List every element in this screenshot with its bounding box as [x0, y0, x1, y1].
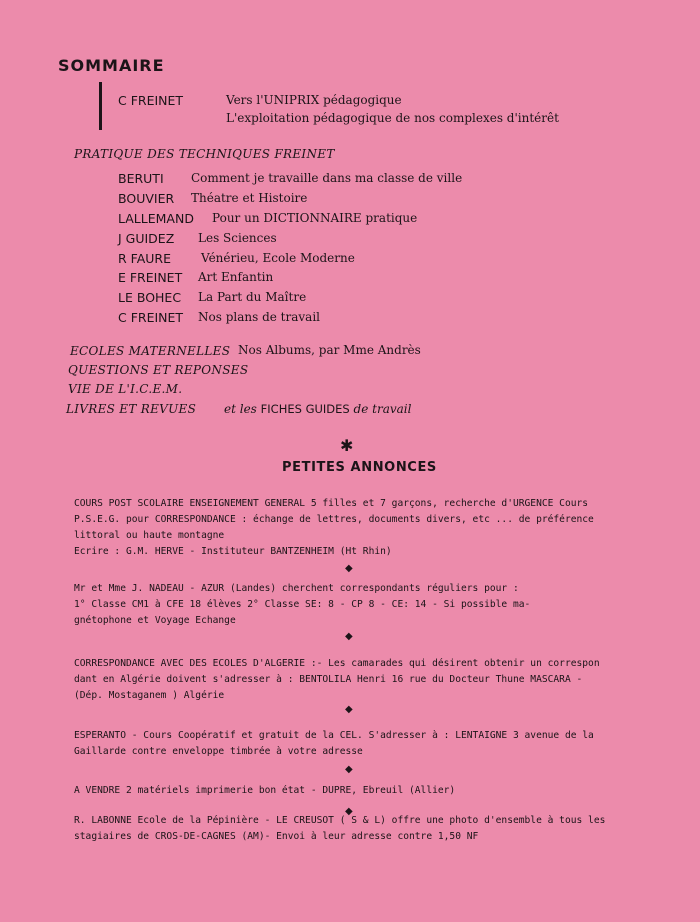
toc-title: Pour un DICTIONNAIRE pratique	[212, 211, 418, 225]
toc-author: LALLEMAND	[118, 211, 194, 226]
toc-title: Comment je travaille dans ma classe de ville	[191, 171, 463, 185]
annonce-item	[74, 783, 455, 799]
toc-author: E FREINET	[118, 270, 183, 285]
annonce-line: 1° Classe CM1 à CFE 18 élèves 2° Classe SE: 8 - CP 8 - CE: 14 - Si possible ma-	[74, 599, 531, 610]
toc-title: Nos plans de travail	[198, 310, 320, 324]
annonce-line: P.S.E.G. pour CORRESPONDANCE : échange de lettres, documents divers, etc ... de préférence	[74, 514, 594, 525]
annonce-item	[74, 496, 594, 560]
annonce-item	[74, 656, 600, 704]
section-ecoles-maternelles: ECOLES MATERNELLES	[70, 344, 231, 358]
ecoles-maternelles-desc: Nos Albums, par Mme Andrès	[238, 343, 421, 357]
annonce-line: ESPERANTO - Cours Coopératif et gratuit de la CEL. S'adresser à : LENTAIGNE 3 avenue de la	[74, 730, 594, 741]
annonce-line: Ecrire : G.M. HERVE - Instituteur BANTZENHEIM (Ht Rhin)	[74, 546, 392, 557]
toc-title: Théatre et Histoire	[191, 191, 308, 205]
toc-author: BOUVIER	[118, 191, 175, 206]
annonce-item	[74, 581, 530, 629]
livres-desc-part-1: et les	[224, 402, 257, 416]
annonce-line: COURS POST SCOLAIRE ENSEIGNEMENT GENERAL 5 filles et 7 garçons, recherche d'URGENCE Cours	[74, 498, 589, 509]
star-separator-icon: ✱	[340, 436, 354, 455]
lead-title-1: Vers l'UNIPRIX pédagogique	[226, 93, 402, 107]
section-livres: LIVRES ET REVUES	[66, 402, 197, 416]
annonce-line: (Dép. Mostaganem ) Algérie	[74, 690, 225, 701]
sommaire-vertical-rule	[99, 82, 102, 130]
diamond-separator-icon: ◆	[345, 704, 353, 715]
annonce-line: Mr et Mme J. NADEAU - AZUR (Landes) cherchent correspondants réguliers pour :	[74, 583, 519, 594]
annonce-item	[74, 728, 594, 760]
toc-author: C FREINET	[118, 310, 184, 325]
annonce-item	[74, 813, 605, 845]
annonce-line: gnétophone et Voyage Echange	[74, 615, 236, 626]
diamond-separator-icon: ◆	[345, 764, 353, 775]
lead-title-2: L'exploitation pédagogique de nos complexes d'intérêt	[226, 111, 559, 125]
diamond-separator-icon: ◆	[345, 631, 353, 642]
annonce-line: Gaillarde contre enveloppe timbrée à votre adresse	[74, 746, 363, 757]
toc-title: La Part du Maître	[198, 290, 307, 304]
annonce-line: R. LABONNE Ecole de la Pépinière - LE CREUSOT ( S & L) offre une photo d'ensemble à tous les	[74, 815, 606, 826]
livres-desc	[224, 402, 411, 416]
diamond-separator-icon: ◆	[345, 806, 353, 817]
diamond-separator-icon: ◆	[345, 563, 353, 574]
toc-author: J GUIDEZ	[118, 231, 175, 246]
toc-title: Vénérieu, Ecole Moderne	[201, 251, 355, 265]
livres-desc-part-3: de travail	[353, 402, 412, 416]
toc-author: BERUTI	[118, 171, 164, 186]
annonces-heading: PETITES ANNONCES	[282, 460, 437, 475]
annonce-line: CORRESPONDANCE AVEC DES ECOLES D'ALGERIE :- Les camarades qui désirent obtenir un correspon	[74, 658, 600, 669]
section-questions: QUESTIONS ET REPONSES	[68, 363, 249, 377]
annonce-line: littoral ou haute montagne	[74, 530, 225, 541]
sommaire-heading: SOMMAIRE	[58, 56, 165, 75]
toc-author: R FAURE	[118, 251, 171, 266]
section-vie-icem: VIE DE L'I.C.E.M.	[68, 382, 183, 396]
annonce-line: stagiaires de CROS-DE-CAGNES (AM)- Envoi à leur adresse contre 1,50 NF	[74, 831, 479, 842]
annonce-line: dant en Algérie doivent s'adresser à : BENTOLILA Henri 16 rue du Docteur Thune MASCARA -	[74, 674, 583, 685]
toc-title: Les Sciences	[198, 231, 277, 245]
toc-title: Art Enfantin	[198, 270, 274, 284]
section-heading-pratique: PRATIQUE DES TECHNIQUES FREINET	[74, 147, 335, 161]
toc-author: LE BOHEC	[118, 290, 182, 305]
annonce-line: A VENDRE 2 matériels imprimerie bon état - DUPRE, Ebreuil (Allier)	[74, 785, 456, 796]
lead-author: C FREINET	[118, 93, 184, 108]
livres-desc-part-2: FICHES GUIDES	[260, 402, 350, 416]
